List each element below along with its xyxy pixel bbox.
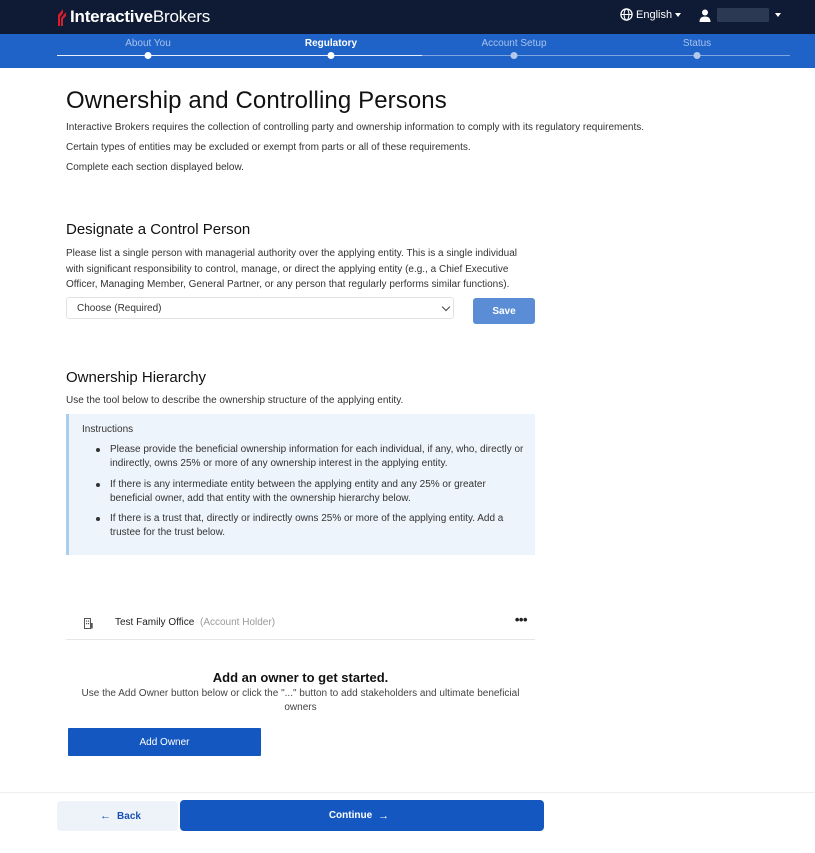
intro-paragraph: Interactive Brokers requires the collection of controlling party and ownership information to comply with its regulatory requirements.	[66, 122, 645, 133]
globe-icon	[620, 8, 633, 21]
empty-state-description: Use the Add Owner button below or click the "..." button to add stakeholders and ultimate beneficial owners	[81, 688, 520, 713]
instruction-item: Please provide the beneficial ownership information for each individual, if any, who, directly or indirectly, owns 25% or more of any ownership interest in the applying entity.	[110, 443, 530, 471]
empty-state-title: Add an owner to get started.	[212, 670, 389, 685]
account-holder-row	[66, 607, 535, 640]
brand-name-rest: Brokers	[152, 7, 211, 26]
control-person-description: Please list a single person with managerial authority over the applying entity. This is a single individual with significant responsibility to control, manage, or direct the applying entity (e.g., a Chief Executive Officer, Managing Member, General Partner, or any person that regularly performs similar functions).	[66, 248, 517, 290]
step-about-you[interactable]: About You	[125, 38, 171, 49]
instructions-title: Instructions	[82, 424, 134, 435]
user-icon	[699, 9, 711, 22]
control-person-select[interactable]	[66, 297, 454, 319]
instruction-item: If there is a trust that, directly or indirectly owns 25% or more of the applying entity. Add a trustee for the trust below.	[110, 512, 530, 540]
interactive-brokers-logo[interactable]	[56, 7, 210, 27]
chevron-down-icon	[675, 13, 681, 17]
back-label: Back	[117, 810, 141, 822]
user-name-redacted	[717, 8, 769, 22]
continue-label: Continue	[328, 810, 373, 821]
arrow-right-icon: →	[378, 809, 390, 822]
more-options-icon[interactable]: •••	[514, 612, 527, 627]
instruction-item: If there is any intermediate entity between the applying entity and any 25% or greater beneficial owner, add that entity with the ownership hierarchy below.	[110, 478, 530, 506]
back-button[interactable]	[57, 801, 178, 831]
save-button[interactable]: Save	[473, 298, 535, 324]
ownership-description: Use the tool below to describe the ownership structure of the applying entity.	[66, 395, 404, 406]
select-value: Choose (Required)	[77, 303, 162, 314]
progress-stepper	[0, 34, 815, 68]
brand-name-bold: Interactive	[70, 7, 153, 26]
chevron-down-icon	[775, 13, 781, 17]
step-dot	[511, 52, 518, 59]
stepper-progress-line	[57, 55, 422, 56]
stepper-remaining-line	[422, 55, 790, 56]
step-dot	[328, 52, 335, 59]
step-dot	[694, 52, 701, 59]
language-selector[interactable]	[620, 8, 681, 21]
step-dot	[145, 52, 152, 59]
control-person-heading: Designate a Control Person	[66, 221, 251, 238]
account-holder-role: (Account Holder)	[200, 617, 276, 628]
brand-mark-icon	[56, 7, 68, 27]
step-account-setup: Account Setup	[481, 38, 547, 49]
continue-button[interactable]	[180, 800, 544, 831]
arrow-left-icon: ←	[100, 810, 112, 822]
page-title: Ownership and Controlling Persons	[66, 87, 447, 114]
chevron-down-icon	[442, 303, 450, 311]
language-label: English	[636, 8, 673, 21]
step-status: Status	[682, 38, 712, 49]
instructions-panel	[66, 414, 535, 555]
step-regulatory[interactable]: Regulatory	[304, 38, 358, 49]
top-navigation-bar	[0, 0, 815, 34]
building-icon	[84, 618, 93, 629]
intro-paragraph: Certain types of entities may be excluded or exempt from parts or all of these requirements.	[66, 142, 471, 153]
user-menu[interactable]	[699, 8, 781, 22]
ownership-hierarchy-heading: Ownership Hierarchy	[66, 369, 207, 386]
account-holder-name: Test Family Office	[115, 617, 195, 628]
instructions-list	[110, 443, 530, 547]
add-owner-button[interactable]: Add Owner	[68, 728, 261, 756]
intro-paragraph: Complete each section displayed below.	[66, 162, 244, 173]
